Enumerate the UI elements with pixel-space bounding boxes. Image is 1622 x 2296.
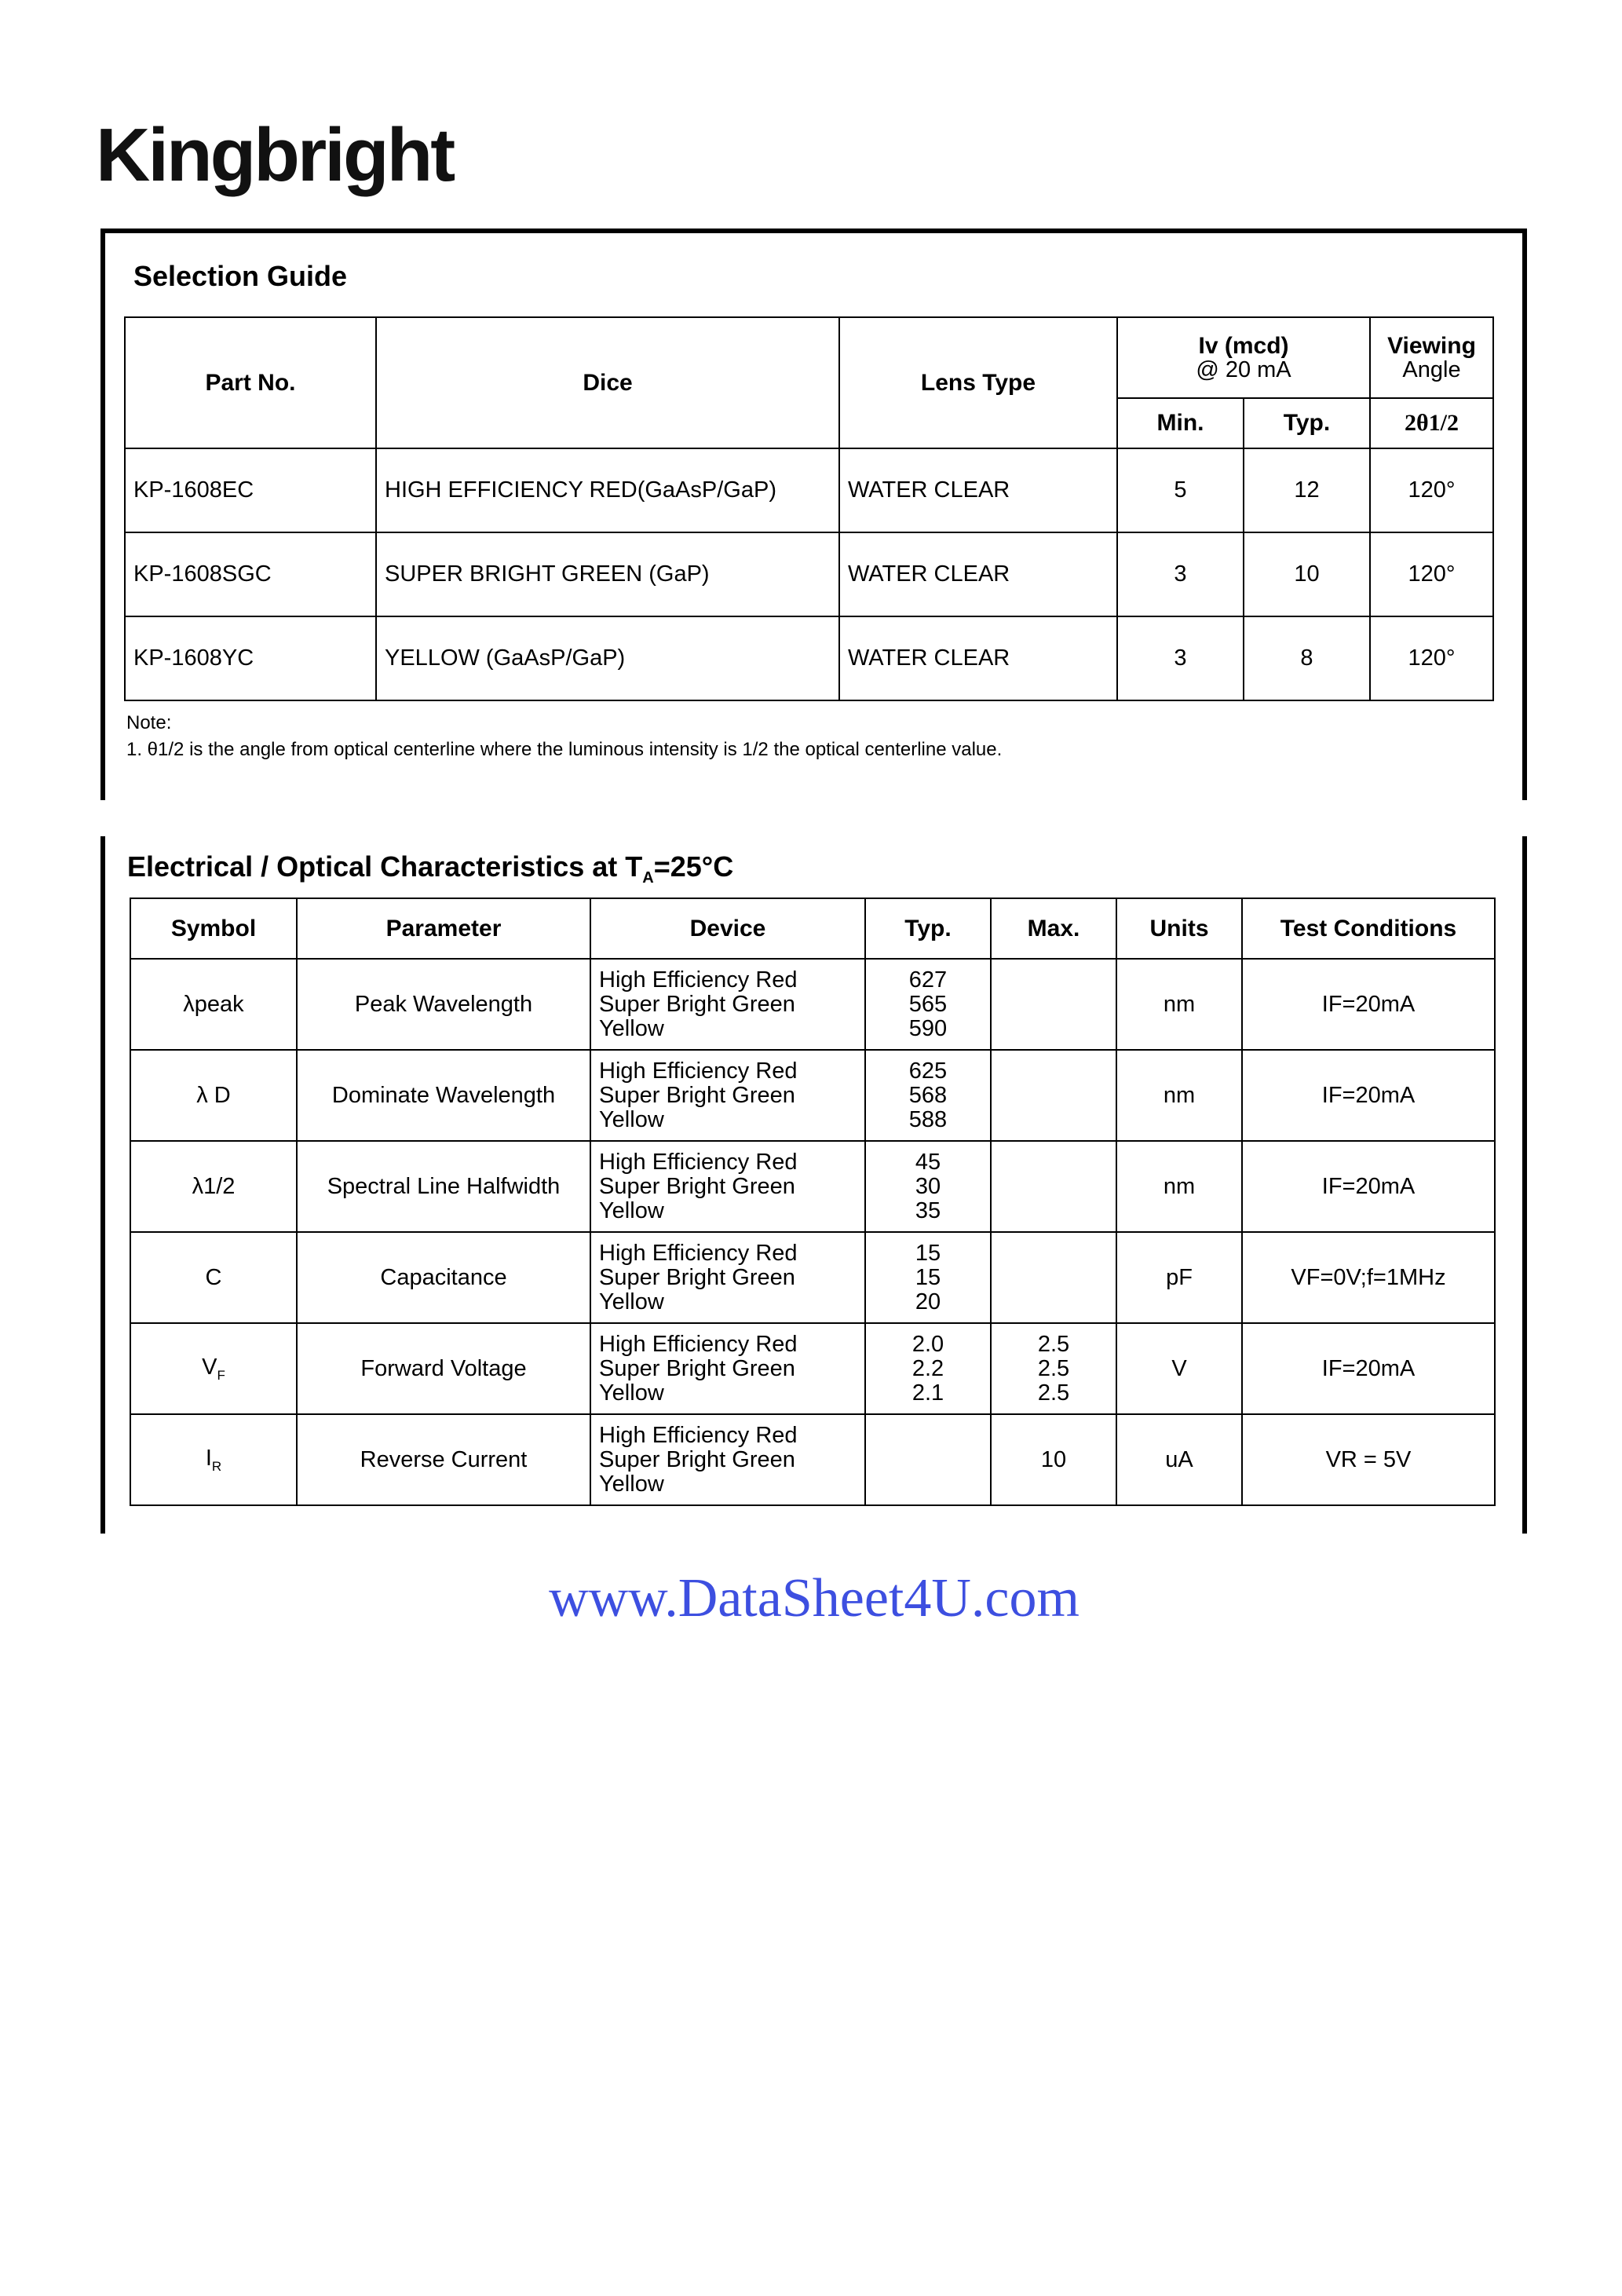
device-name: Super Bright Green [599, 1173, 795, 1199]
device-name: Super Bright Green [599, 991, 795, 1017]
table-row [130, 1141, 1495, 1232]
symbol-text: λ D [196, 1082, 231, 1108]
table-row [125, 448, 1493, 532]
symbol-text: I [205, 1445, 212, 1471]
typ-value [866, 1424, 990, 1448]
max-value: 2.5 [1037, 1355, 1070, 1381]
parameter: Spectral Line Halfwidth [297, 1141, 590, 1232]
max-value: 2.5 [1037, 1331, 1070, 1357]
iv-typ: 8 [1244, 616, 1370, 700]
symbol [130, 959, 297, 1050]
device-name: Yellow [599, 1289, 664, 1314]
part-no: KP-1608EC [125, 448, 376, 532]
max-value [992, 1241, 1116, 1266]
symbol-text: C [205, 1264, 222, 1290]
typ-value: 20 [915, 1289, 941, 1314]
typ-value: 2.1 [911, 1380, 944, 1406]
symbol [130, 1323, 297, 1414]
typ-value: 625 [908, 1058, 948, 1084]
symbol-subscript: F [217, 1367, 225, 1383]
device-name: High Efficiency Red [599, 1331, 798, 1357]
note [126, 710, 1002, 763]
table-row [125, 532, 1493, 616]
parameter: Capacitance [297, 1232, 590, 1323]
table-row [125, 616, 1493, 700]
section-frame-right [1522, 229, 1527, 800]
test-conditions: IF=20mA [1242, 959, 1495, 1050]
iv-min: 3 [1117, 532, 1244, 616]
max-value [992, 1108, 1116, 1132]
max [991, 1414, 1116, 1505]
device-name: Super Bright Green [599, 1264, 795, 1290]
header-symbol: Symbol [130, 898, 297, 959]
dice: YELLOW (GaAsP/GaP) [376, 616, 839, 700]
typ [865, 1141, 991, 1232]
header-iv-line2: @ 20 mA [1196, 356, 1291, 382]
device-name: Yellow [599, 1380, 664, 1406]
header-iv [1117, 317, 1370, 398]
device-name: Super Bright Green [599, 1446, 795, 1472]
typ-value [866, 1472, 990, 1497]
typ-value: 2.0 [911, 1331, 944, 1357]
device-name: Super Bright Green [599, 1082, 795, 1108]
header-viewing-angle [1370, 317, 1493, 398]
max-value [992, 1150, 1116, 1175]
max-value [992, 1266, 1116, 1290]
header-min: Min. [1117, 398, 1244, 448]
section-frame-left [100, 229, 105, 800]
header-viewing-line1: Viewing [1387, 332, 1476, 359]
max-value [992, 1084, 1116, 1108]
max-value [992, 1199, 1116, 1223]
table-row [130, 1414, 1495, 1505]
header-iv-line1: Iv (mcd) [1198, 332, 1289, 359]
typ-value: 45 [915, 1149, 941, 1175]
typ-value: 565 [908, 991, 948, 1017]
iv-typ: 10 [1244, 532, 1370, 616]
header-typ: Typ. [1244, 398, 1370, 448]
max [991, 959, 1116, 1050]
typ [865, 959, 991, 1050]
typ-value: 568 [908, 1082, 948, 1108]
symbol [130, 1141, 297, 1232]
max [991, 1050, 1116, 1141]
symbol [130, 1232, 297, 1323]
test-conditions: IF=20mA [1242, 1050, 1495, 1141]
header-angle-symbol: 2θ1/2 [1370, 398, 1493, 448]
eo-table-body [130, 959, 1495, 1505]
symbol [130, 1050, 297, 1141]
max-value: 2.5 [1037, 1380, 1070, 1406]
typ-value: 588 [908, 1106, 948, 1132]
header-dice: Dice [376, 317, 839, 448]
header-test-conditions: Test Conditions [1242, 898, 1495, 959]
typ [865, 1050, 991, 1141]
max-value [992, 1017, 1116, 1041]
device-name: Yellow [599, 1106, 664, 1132]
iv-min: 3 [1117, 616, 1244, 700]
section-frame-top [100, 229, 1527, 233]
table-row [130, 959, 1495, 1050]
iv-min: 5 [1117, 448, 1244, 532]
typ [865, 1232, 991, 1323]
device [590, 959, 865, 1050]
symbol-text: λpeak [183, 991, 244, 1017]
device-name: High Efficiency Red [599, 1058, 798, 1084]
typ-value: 30 [915, 1173, 941, 1199]
part-no: KP-1608YC [125, 616, 376, 700]
viewing-angle: 120° [1370, 616, 1493, 700]
units: V [1116, 1323, 1242, 1414]
units: nm [1116, 1050, 1242, 1141]
viewing-angle: 120° [1370, 448, 1493, 532]
max-value [992, 993, 1116, 1017]
table-row [130, 1232, 1495, 1323]
typ [865, 1414, 991, 1505]
part-no: KP-1608SGC [125, 532, 376, 616]
device-name: Super Bright Green [599, 1355, 795, 1381]
selection-guide-title: Selection Guide [133, 260, 348, 292]
note-1: 1. θ1/2 is the angle from optical centerline where the luminous intensity is 1/2 the optical centerline value. [126, 739, 1003, 760]
device-name: Yellow [599, 1015, 664, 1041]
header-units: Units [1116, 898, 1242, 959]
lens-type: WATER CLEAR [839, 616, 1117, 700]
typ-value: 2.2 [911, 1355, 944, 1381]
device [590, 1232, 865, 1323]
max-value [992, 1059, 1116, 1084]
parameter: Reverse Current [297, 1414, 590, 1505]
eo-characteristics-table [130, 898, 1496, 1506]
device-name: High Efficiency Red [599, 1240, 798, 1266]
header-max: Max. [991, 898, 1116, 959]
typ-value: 627 [908, 967, 948, 993]
max-value [992, 968, 1116, 993]
viewing-angle: 120° [1370, 532, 1493, 616]
max [991, 1141, 1116, 1232]
header-device: Device [590, 898, 865, 959]
units: uA [1116, 1414, 1242, 1505]
iv-typ: 12 [1244, 448, 1370, 532]
max [991, 1323, 1116, 1414]
units: pF [1116, 1232, 1242, 1323]
parameter: Dominate Wavelength [297, 1050, 590, 1141]
typ-value: 15 [915, 1240, 941, 1266]
eo-title-suffix: =25°C [653, 850, 734, 883]
symbol-text: λ1/2 [192, 1173, 236, 1199]
device-name: High Efficiency Red [599, 967, 798, 993]
lens-type: WATER CLEAR [839, 532, 1117, 616]
header-viewing-line2: Angle [1402, 356, 1461, 382]
header-parameter: Parameter [297, 898, 590, 959]
selection-guide-table [124, 316, 1494, 701]
device [590, 1141, 865, 1232]
units: nm [1116, 1141, 1242, 1232]
symbol-text: V [202, 1354, 217, 1380]
header-typ: Typ. [865, 898, 991, 959]
device [590, 1050, 865, 1141]
table-row [130, 1323, 1495, 1414]
symbol-subscript: R [211, 1458, 222, 1474]
typ-value [866, 1448, 990, 1472]
device [590, 1414, 865, 1505]
kingbright-logo: Kingbright [96, 113, 454, 197]
parameter: Forward Voltage [297, 1323, 590, 1414]
dice: HIGH EFFICIENCY RED(GaAsP/GaP) [376, 448, 839, 532]
eo-title-prefix: Electrical / Optical Characteristics at T [127, 850, 643, 883]
eo-title-sub: A [642, 869, 654, 887]
table-row [130, 1050, 1495, 1141]
device [590, 1323, 865, 1414]
device-name: Yellow [599, 1197, 664, 1223]
watermark-link[interactable]: www.DataSheet4U.com [549, 1568, 1080, 1629]
typ-value: 590 [908, 1015, 948, 1041]
typ [865, 1323, 991, 1414]
device-name: Yellow [599, 1471, 664, 1497]
max-value [992, 1290, 1116, 1314]
device-name: High Efficiency Red [599, 1422, 798, 1448]
device-name: High Efficiency Red [599, 1149, 798, 1175]
units: nm [1116, 959, 1242, 1050]
section-frame-left [100, 836, 105, 1534]
dice: SUPER BRIGHT GREEN (GaP) [376, 532, 839, 616]
section-frame-right [1522, 836, 1527, 1534]
max-value: 10 [1040, 1446, 1067, 1472]
note-title: Note: [126, 712, 172, 733]
max [991, 1232, 1116, 1323]
test-conditions: VF=0V;f=1MHz [1242, 1232, 1495, 1323]
test-conditions: VR = 5V [1242, 1414, 1495, 1505]
max-value [992, 1175, 1116, 1199]
test-conditions: IF=20mA [1242, 1323, 1495, 1414]
typ-value: 35 [915, 1197, 941, 1223]
typ-value: 15 [915, 1264, 941, 1290]
symbol [130, 1414, 297, 1505]
header-lens-type: Lens Type [839, 317, 1117, 448]
test-conditions: IF=20mA [1242, 1141, 1495, 1232]
header-part-no: Part No. [125, 317, 376, 448]
parameter: Peak Wavelength [297, 959, 590, 1050]
lens-type: WATER CLEAR [839, 448, 1117, 532]
eo-characteristics-title [127, 850, 734, 887]
